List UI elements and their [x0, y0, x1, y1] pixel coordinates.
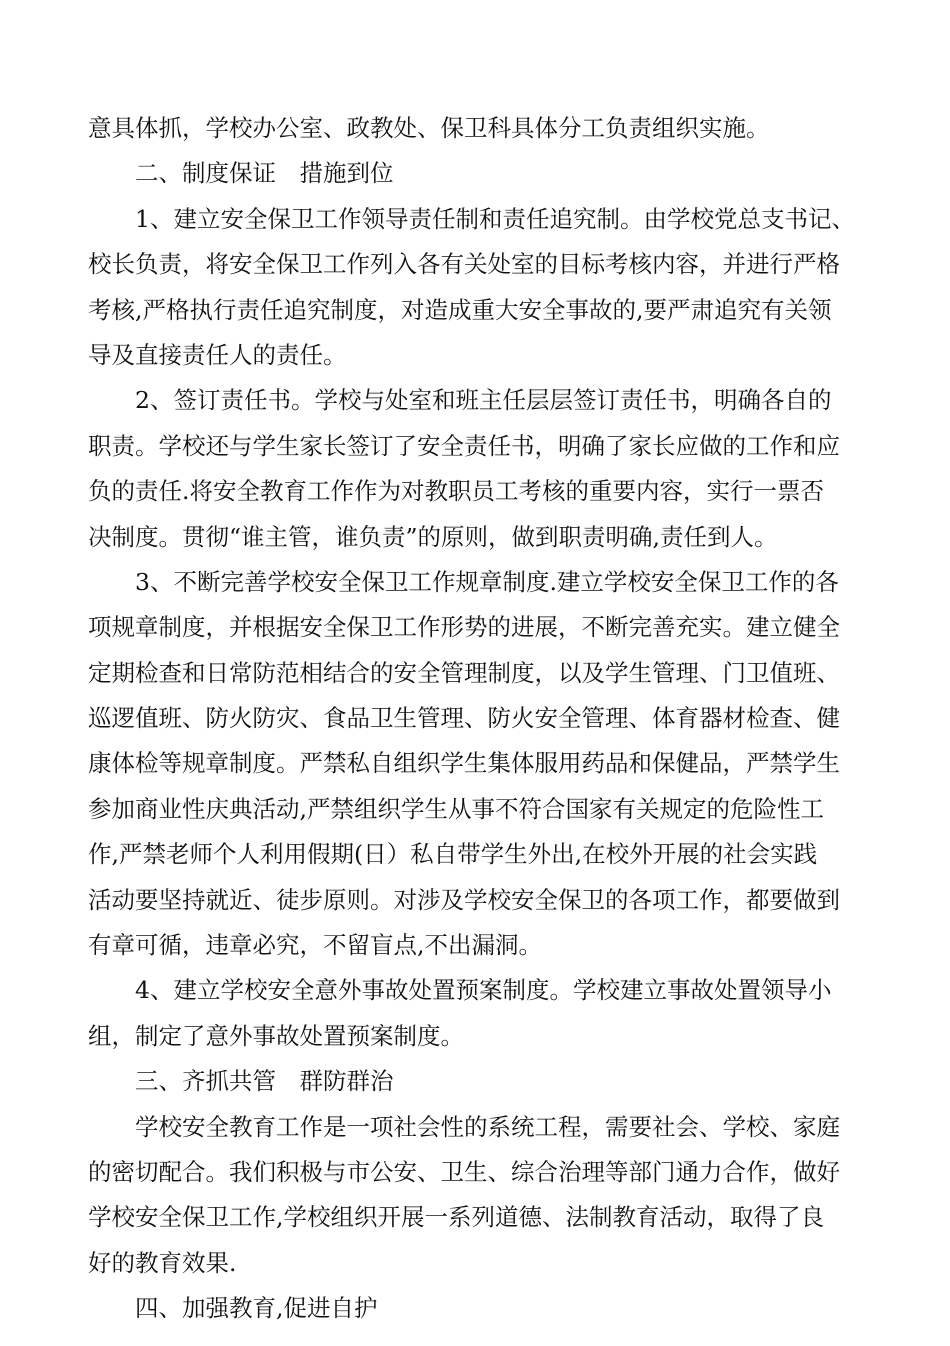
section-heading: 二、制度保证 措施到位 — [135, 159, 394, 188]
body-text-line: 2、签订责任书。学校与处室和班主任层层签订责任书，明确各自的 — [135, 386, 832, 415]
body-text-line: 康体检等规章制度。严禁私自组织学生集体服用药品和保健品，严禁学生 — [88, 749, 840, 778]
body-text-line: 活动要坚持就近、徒步原则。对涉及学校安全保卫的各项工作，都要做到 — [88, 885, 840, 914]
body-text-line: 考核,严格执行责任追究制度，对造成重大安全事故的,要严肃追究有关领 — [88, 295, 832, 324]
body-text-line: 学校安全教育工作是一项社会性的系统工程，需要社会、学校、家庭 — [135, 1112, 840, 1141]
body-text-line: 意具体抓，学校办公室、政教处、保卫科具体分工负责组织实施。 — [88, 114, 770, 142]
body-text-line: 4、建立学校安全意外事故处置预案制度。学校建立事故处置领导小 — [135, 976, 832, 1005]
body-text-line: 负的责任.将安全教育工作作为对教职员工考核的重要内容，实行一票否 — [88, 477, 824, 506]
body-text-line: 导及直接责任人的责任。 — [88, 340, 347, 369]
body-text-line: 决制度。贯彻“谁主管，谁负责”的原则，做到职责明确,责任到人。 — [88, 522, 778, 551]
document-page — [88, 106, 878, 1332]
body-text-line: 巡逻值班、防火防灾、食品卫生管理、防火安全管理、体育器材检查、健 — [88, 704, 840, 733]
body-text-line: 有章可循，违章必究，不留盲点,不出漏洞。 — [88, 931, 542, 960]
body-text-line: 学校安全保卫工作,学校组织开展一系列道德、法制教育活动，取得了良 — [88, 1203, 824, 1232]
body-text-line: 参加商业性庆典活动,严禁组织学生从事不符合国家有关规定的危险性工 — [88, 794, 824, 823]
body-text-line: 3、不断完善学校安全保卫工作规章制度.建立学校安全保卫工作的各 — [135, 567, 839, 596]
body-text-line: 的密切配合。我们积极与市公安、卫生、综合治理等部门通力合作，做好 — [88, 1157, 840, 1186]
body-text-line: 作,严禁老师个人利用假期(日）私自带学生外出,在校外开展的社会实践 — [88, 840, 818, 869]
body-text-line: 校长负责，将安全保卫工作列入各有关处室的目标考核内容，并进行严格 — [88, 250, 840, 279]
body-text-line: 定期检查和日常防范相结合的安全管理制度，以及学生管理、门卫值班、 — [88, 658, 840, 687]
section-heading: 四、加强教育,促进自护 — [135, 1294, 378, 1323]
section-heading: 三、齐抓共管 群防群治 — [135, 1067, 394, 1096]
body-text-line: 好的教育效果. — [88, 1248, 237, 1277]
body-text-line: 项规章制度，并根据安全保卫工作形势的进展，不断完善充实。建立健全 — [88, 613, 840, 642]
body-text-line: 职责。学校还与学生家长签订了安全责任书，明确了家长应做的工作和应 — [88, 431, 840, 460]
body-text-line: 1、建立安全保卫工作领导责任制和责任追究制。由学校党总支书记、 — [135, 204, 855, 233]
body-text-line: 组，制定了意外事故处置预案制度。 — [88, 1021, 464, 1050]
